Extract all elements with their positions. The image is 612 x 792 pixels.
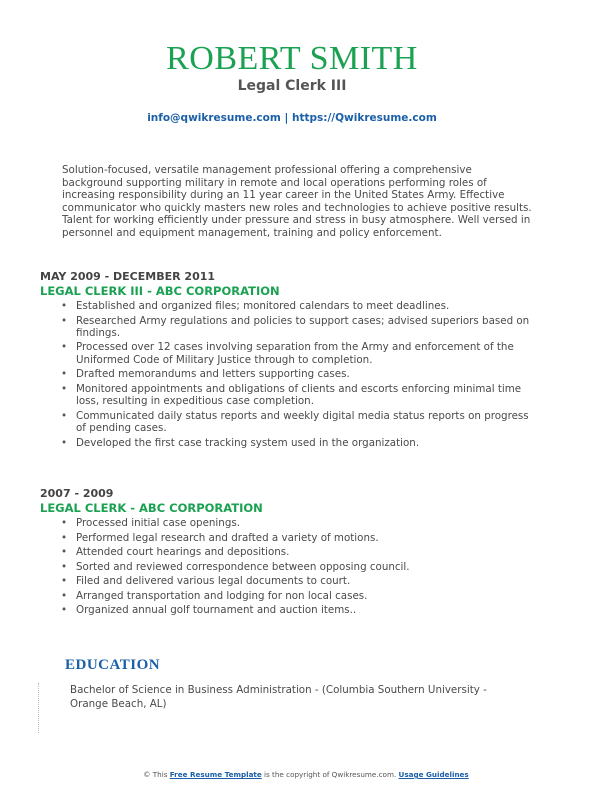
bullet-icon: •	[60, 531, 68, 544]
contact-separator: |	[280, 112, 292, 124]
degree-line: Bachelor of Science in Business Administration - (Columbia Southern University -	[70, 684, 487, 696]
list-item	[60, 517, 540, 529]
bullet-text: Researched Army regulations and policies to support cases; advised superiors based on findings.	[76, 314, 530, 339]
bullet-text: Developed the first case tracking system used in the organization.	[76, 436, 420, 449]
bullet-text: Established and organized files; monitored calendars to meet deadlines.	[76, 300, 450, 312]
job-bullet-list	[40, 300, 540, 449]
summary-paragraph: Solution-focused, versatile management professional offering a comprehensive background supporting military in remote and local operations performing roles of increasing responsibility during an 11 year career in the United States Army. Effective communicator who quickly masters new roles and technologies to achieve positive results. Talent for working efficiently under pressure and stress in busy atmosphere. Well versed in personnel and equipment management, training and policy enforcement.	[62, 164, 532, 239]
education-entry	[70, 684, 530, 711]
email-link[interactable]: info@qwikresume.com	[147, 112, 281, 124]
bullet-text: Drafted memorandums and letters supporting cases.	[76, 368, 350, 381]
list-item	[60, 575, 540, 587]
footer-copyright	[0, 770, 612, 779]
list-item	[60, 409, 540, 435]
usage-guidelines-link[interactable]: Usage Guidelines	[398, 770, 469, 779]
job-dates: MAY 2009 - DECEMBER 2011	[40, 270, 216, 283]
job-title-heading: Legal Clerk III	[237, 78, 347, 94]
bullet-text: Organized annual golf tournament and auction items..	[76, 604, 357, 616]
list-item	[60, 436, 540, 449]
list-item	[60, 604, 540, 616]
bullet-text: Processed over 12 cases involving separation from the Army and enforcement of the Uniformed Code of Military Justice through to completion.	[76, 341, 514, 366]
list-item	[60, 314, 540, 340]
footer-prefix: © This	[143, 770, 170, 779]
list-item	[60, 368, 540, 381]
list-item	[60, 300, 540, 312]
list-item	[60, 560, 540, 573]
bullet-icon: •	[60, 517, 68, 529]
bullet-text: Arranged transportation and lodging for non local cases.	[76, 589, 368, 602]
bullet-icon: •	[60, 546, 68, 558]
bullet-text: Monitored appointments and obligations of clients and escorts enforcing minimal time loss, resulting in expeditious case completion.	[76, 382, 522, 408]
bullet-icon: •	[60, 368, 68, 381]
list-item	[60, 589, 540, 602]
bullet-icon: •	[60, 436, 68, 449]
job-title: LEGAL CLERK - ABC CORPORATION	[40, 501, 263, 515]
bullet-icon: •	[60, 575, 68, 587]
list-item	[60, 341, 540, 366]
bullet-icon: •	[60, 314, 68, 327]
bullet-text: Communicated daily status reports and weekly digital media status reports on progress of pending cases.	[76, 409, 529, 435]
bullet-icon: •	[60, 300, 68, 312]
bullet-text: Processed initial case openings.	[76, 517, 240, 529]
bullet-text: Sorted and reviewed correspondence between opposing council.	[76, 560, 410, 573]
list-item	[60, 382, 540, 408]
footer-middle: is the copyright of Qwikresume.com.	[261, 770, 399, 779]
bullet-icon: •	[60, 589, 68, 602]
bullet-icon: •	[60, 604, 68, 616]
bullet-icon: •	[60, 560, 68, 573]
bullet-text: Attended court hearings and depositions.	[76, 546, 290, 558]
website-link[interactable]: https://Qwikresume.com	[291, 112, 437, 124]
job-bullet-list	[40, 517, 540, 616]
bullet-text: Filed and delivered various legal documents to court.	[76, 575, 351, 587]
candidate-name: ROBERT SMITH	[166, 40, 418, 77]
bullet-icon: •	[60, 409, 68, 422]
job-title: LEGAL CLERK III - ABC CORPORATION	[40, 284, 280, 298]
experience-entry	[40, 270, 540, 451]
contact-line	[0, 112, 584, 124]
job-dates: 2007 - 2009	[40, 487, 114, 500]
school-location-line: Orange Beach, AL)	[70, 697, 167, 710]
section-divider	[38, 683, 39, 733]
bullet-icon: •	[60, 341, 68, 354]
free-resume-template-link[interactable]: Free Resume Template	[169, 770, 262, 779]
bullet-icon: •	[60, 382, 68, 395]
experience-entry	[40, 487, 540, 619]
list-item	[60, 546, 540, 558]
list-item	[60, 531, 540, 544]
bullet-text: Performed legal research and drafted a variety of motions.	[76, 531, 379, 544]
education-heading: EDUCATION	[65, 657, 161, 673]
